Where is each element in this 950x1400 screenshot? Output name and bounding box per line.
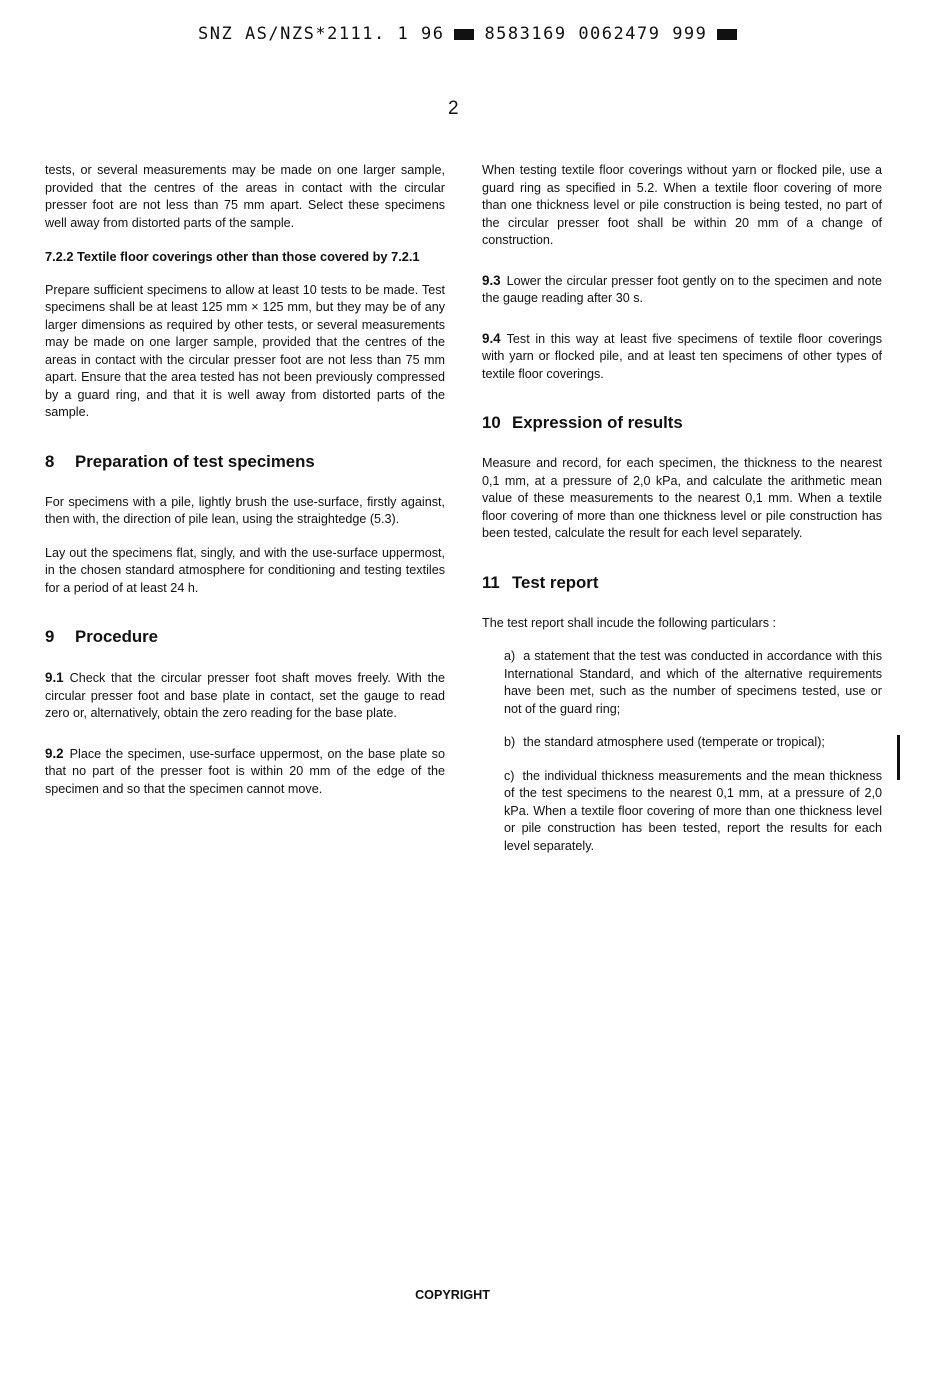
section-10-heading (482, 413, 882, 433)
clause-number: 9.2 (45, 745, 64, 761)
section-number: 11 (482, 572, 500, 592)
section-title: Test report (512, 572, 599, 592)
continued-paragraph: When testing textile floor coverings without yarn or flocked pile, use a guard ring as specified in 5.2. When a textile floor covering of more than one thickness level or pile construction is being tested, no part of the circular presser foot shall be within 20 mm of a change of construction. (482, 163, 882, 247)
section-8-heading (45, 452, 445, 472)
continued-paragraph: tests, or several measurements may be made on one larger sample, provided that the centres of the areas in contact with the circular presser foot are not less than 75 mm apart. Select these specimens well away from distorted parts of the sample. (45, 163, 445, 230)
clause-text: Lower the circular presser foot gently on to the specimen and note the gauge reading after 30 s. (482, 273, 882, 305)
clause-text: Check that the circular presser foot shaft moves freely. With the circular presser foot and base plate in contact, set the gauge to read zero or, alternatively, obtain the zero reading for the base plate. (45, 671, 445, 720)
section-11-intro: The test report shall incude the following particulars : (482, 615, 777, 630)
section-11-heading (482, 573, 882, 593)
list-item (504, 734, 882, 752)
item-label: b) (504, 735, 516, 749)
item-label: a) (504, 649, 516, 663)
copyright-footer: COPYRIGHT (415, 1288, 490, 1302)
clause-number: 9.3 (482, 272, 501, 288)
document-header (198, 20, 778, 48)
list-item (504, 648, 882, 718)
section-number: 8 (45, 451, 55, 471)
section-9-1 (45, 669, 445, 723)
section-7-2-2-heading: 7.2.2 Textile floor coverings other than those covered by 7.2.1 (45, 249, 420, 264)
standard-code: SNZ AS/NZS*2111. 1 96 (198, 24, 445, 44)
clause-text: Test in this way at least five specimens of textile floor coverings with yarn or flocked pile, and at least ten specimens of other types of textile floor coverings. (482, 331, 882, 381)
clause-number: 9.1 (45, 670, 64, 685)
left-column (45, 162, 445, 798)
section-8-paragraph-1: For specimens with a pile, lightly brush the use-surface, firstly against, then with, the direction of pile lean, using the straightedge (5.3). (45, 494, 445, 526)
clause-number: 9.4 (482, 330, 501, 346)
section-title: Procedure (75, 627, 159, 646)
section-9-3 (482, 272, 882, 308)
clause-text: Place the specimen, use-surface uppermost, on the base plate so that no part of the presser foot is within 20 mm of the edge of the specimen and so that the specimen cannot move. (45, 746, 445, 796)
barcode-block-icon (717, 29, 737, 40)
section-title: Expression of results (512, 413, 683, 432)
section-9-heading (45, 627, 445, 647)
item-text: the individual thickness measurements and the mean thickness of the test specimens to the nearest 0,1 mm, at a pressure of 2,0 kPa. When a textile floor covering of more than one thickness level or pile construction has been tested, report the results for each level separately. (504, 768, 882, 853)
revision-change-bar (897, 735, 900, 780)
list-item (504, 768, 882, 856)
item-label: c) (504, 768, 515, 783)
section-10-text: Measure and record, for each specimen, the thickness to the nearest 0,1 mm, at a pressure of 2,0 kPa, and calculate the arithmetic mean value of these measurements to the nearest 0,1 mm. When a textile floor covering of more than one thickness level or pile construction has been tested, calculate the result for each level separately. (482, 456, 882, 540)
item-text: the standard atmosphere used (temperate or tropical); (523, 735, 825, 749)
report-items-list (504, 648, 882, 855)
barcode-number: 8583169 0062479 999 (484, 24, 708, 44)
section-8-paragraph-2: Lay out the specimens flat, singly, and with the use-surface uppermost, in the chosen standard atmosphere for conditioning and testing textiles for a period of at least 24 h. (45, 545, 445, 595)
section-7-2-2-text: Prepare sufficient specimens to allow at least 10 tests to be made. Test specimens shall be at least 125 mm × 125 mm, but they may be of any larger dimensions as required by other tests, or several measurements may be made on one larger sample, provided that the centres of the areas in contact with the circular presser foot are not less than 75 mm apart. Ensure that the area tested has not been previously compressed by a guard ring, and that it is well away from distorted parts of the sample. (45, 282, 445, 419)
section-number: 10 (482, 413, 501, 432)
barcode-block-icon (454, 29, 474, 40)
page-number: 2 (448, 98, 459, 119)
right-column (482, 162, 882, 855)
section-title: Preparation of test specimens (75, 451, 315, 471)
item-text: a statement that the test was conducted in accordance with this International Standard, and which of the alternative requirements have been met, such as the number of specimens tested, use or not of the guard ring; (504, 649, 882, 716)
section-number: 9 (45, 627, 55, 646)
section-9-2 (45, 745, 445, 799)
section-9-4 (482, 330, 882, 384)
